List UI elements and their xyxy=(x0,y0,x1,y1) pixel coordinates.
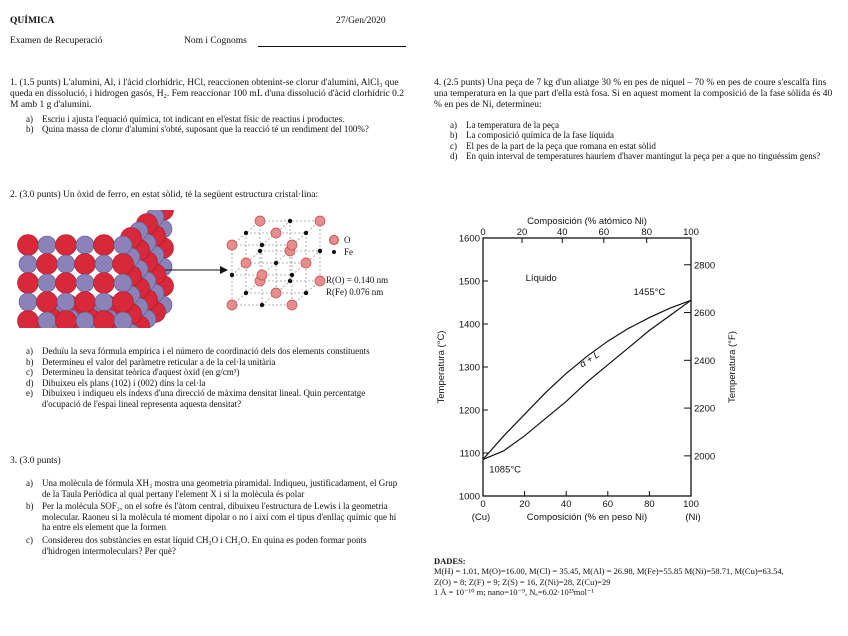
unit-cell-iron xyxy=(304,231,308,235)
oxygen-atom xyxy=(94,311,115,329)
oxygen-atom xyxy=(18,273,39,294)
radius-o: R(O) = 0.140 nm xyxy=(326,275,389,285)
unit-cell-oxygen xyxy=(271,228,281,238)
iron-atom xyxy=(76,274,94,292)
crystal-lattice-model xyxy=(18,210,174,328)
iron-atom xyxy=(38,236,56,254)
oxygen-atom xyxy=(56,273,77,294)
x-end-label-cu: (Cu) xyxy=(471,512,491,523)
y-tick-label: 1400 xyxy=(458,319,480,331)
question-1-item: b) Quina massa de clorur d'alumini s'obté, suposant que la reacció té un rendiment del 100%? xyxy=(26,124,369,135)
question-3-item: b) Per la molècula SOF₂, on el sofre és l'àtom central, dibuixeu l'estructura de Lewis i la geometria molecular. Raoneu si la molècula té moment dipolar o no i així com el tipus d'enllaç químic que hi ha entre els element que la formen xyxy=(26,501,397,533)
iron-atom xyxy=(38,274,56,292)
name-label: Nom i Cognoms xyxy=(184,36,247,46)
subject-title: QUÍMICA xyxy=(10,16,55,26)
iron-atom xyxy=(114,312,132,328)
question-2-item: d) Dibuixeu els plans (102) i (002) dins la cel·la xyxy=(26,377,206,388)
question-3-title: 3. (3.0 punts) xyxy=(10,456,61,466)
iron-atom xyxy=(95,293,113,311)
data-section xyxy=(434,556,834,597)
legend-o-marker xyxy=(330,236,339,245)
oxygen-atom xyxy=(18,235,39,256)
unit-cell-oxygen xyxy=(315,216,325,226)
right-tick-label: 2600 xyxy=(694,308,716,320)
data-title: DADES: xyxy=(434,556,466,566)
question-2-item: a) Deduïu la seva fórmula empírica i el número de coordinació dels dos elements constituents xyxy=(26,346,370,356)
y-tick-label: 1200 xyxy=(458,405,480,417)
oxygen-atom xyxy=(37,254,58,275)
liquid-region-label: Líquido xyxy=(525,273,557,284)
iron-atom xyxy=(57,293,75,311)
y-axis-title: Temperatura (°C) xyxy=(436,330,447,404)
question-2-item: c) Determineu la densitat teòrica d'aquest òxid (en g/cm³) xyxy=(26,367,240,378)
x-end-label-ni: (Ni) xyxy=(685,512,701,523)
unit-cell-oxygen xyxy=(271,288,281,298)
question-1-title: 1. (1.5 punts) L'alumini, Al, i l'àcid clorhídric, HCl, reaccionen obtenint-se clorur d'alumini, AlCl₃ que queda en dissolució, i hidrogen gasós, H₂. Fem reaccionar 100 mL d'una dissolució d'àcid clorhídric 0.2 M amb 1 g d'alumini. xyxy=(10,78,404,111)
iron-atom xyxy=(95,255,113,273)
y-tick-label: 1100 xyxy=(459,448,480,460)
oxygen-atom xyxy=(113,292,134,313)
unit-cell-oxygen xyxy=(257,270,267,280)
x-tick-label: 80 xyxy=(644,499,655,510)
iron-atom xyxy=(76,236,94,254)
radius-fe: R(Fe) 0.076 nm xyxy=(326,287,384,297)
x-tick-label: 20 xyxy=(519,499,530,510)
unit-cell-oxygen xyxy=(287,240,297,250)
unit-cell-oxygen xyxy=(227,240,237,250)
right-tick-label: 2400 xyxy=(694,355,716,367)
right-tick-label: 2200 xyxy=(694,403,716,415)
y-tick-label: 1300 xyxy=(458,362,480,374)
top-tick-label: 0 xyxy=(480,227,486,238)
x-tick-label: 100 xyxy=(683,499,699,510)
data-line: Z(O) = 8; Z(F) = 9; Z(S) = 16, Z(Ni)=28, Z(Cu)=29 xyxy=(434,576,611,587)
name-underline xyxy=(258,46,406,47)
question-2-item: b) Determineu el valor del paràmetre reticular a de la cel·la unitària xyxy=(26,356,276,367)
top-tick-label: 20 xyxy=(516,227,528,238)
question-3-items xyxy=(26,478,406,556)
unit-cell-oxygen xyxy=(301,258,311,268)
unit-cell-iron xyxy=(274,261,278,265)
oxygen-atom xyxy=(75,254,96,275)
unit-cell-iron xyxy=(290,273,294,277)
crystal-structure-figure xyxy=(10,210,410,328)
oxygen-atom xyxy=(18,311,39,329)
legend-fe-label: Fe xyxy=(344,247,353,257)
two-phase-label: α + L xyxy=(577,349,602,371)
unit-cell-diagram xyxy=(227,216,325,310)
question-4-item: d) En quin interval de temperatures hauríem d'haver mantingut la peça per a que no tinguéssim gens? xyxy=(450,151,821,162)
question-4-item: c) El pes de la part de la peça que romana en estat sòlid xyxy=(450,140,656,151)
exam-title: Examen de Recuperació xyxy=(10,36,103,46)
cu-melt-label: 1085°C xyxy=(489,464,522,476)
unit-cell-iron xyxy=(304,291,308,295)
oxygen-atom xyxy=(94,273,115,294)
iron-atom xyxy=(76,312,94,328)
legend-o-label: O xyxy=(344,235,351,245)
unit-cell-iron xyxy=(260,303,264,307)
cu-ni-phase-diagram xyxy=(430,212,840,540)
unit-cell-oxygen xyxy=(227,300,237,310)
unit-cell-iron xyxy=(288,219,292,223)
top-tick-label: 100 xyxy=(683,227,699,238)
right-tick-label: 2800 xyxy=(694,260,716,272)
y-tick-label: 1000 xyxy=(458,491,480,503)
unit-cell-iron xyxy=(260,243,264,247)
oxygen-atom xyxy=(94,235,115,256)
question-2-title: 2. (3.0 punts) Un òxid de ferro, en estat sòlid, té la següent estructura cristal·lina: xyxy=(10,190,319,200)
question-4-item: b) La composició química de la fase líquida xyxy=(450,130,614,141)
right-axis-title: Temperatura (°F) xyxy=(727,331,738,403)
data-line: 1 Å = 10⁻¹⁰ m; nano=10⁻⁹, Nₐ=6.02·10²³mol⁻¹ xyxy=(434,587,595,598)
top-tick-label: 40 xyxy=(556,227,568,238)
question-3-item: c) Considereu dos substàncies en estat líquid CH₃O i CH₂O. En quina es poden formar ponts d'hidrogen intermoleculars? Per què? xyxy=(26,535,367,556)
unit-cell-iron xyxy=(244,231,248,235)
question-4-title: 4. (2.5 punts) Una peça de 7 kg d'un aliatge 30 % en pes de níquel – 70 % en pes de coure s'escalfa fins una temperatura en la que part d'ella està fosa. Si en aquest moment la composició de la fase sòlida és 40 % en pes de Ni, determineu: xyxy=(434,78,833,111)
y-tick-label: 1600 xyxy=(458,233,480,245)
unit-cell-iron xyxy=(230,273,234,277)
unit-cell-oxygen xyxy=(241,258,251,268)
liquidus-curve xyxy=(483,300,691,459)
data-line: M(H) = 1.01, M(O)=16.00, M(Cl) = 35.45, M(Al) = 26.98, M(Fe)=55.85 M(Ni)=58.71, M(Cu)=63.54, xyxy=(434,566,784,577)
question-4 xyxy=(434,78,838,162)
right-tick-label: 2000 xyxy=(694,451,716,463)
ni-melt-label: 1455°C xyxy=(633,286,666,298)
x-tick-label: 60 xyxy=(602,499,614,510)
legend-fe-marker xyxy=(332,250,336,254)
question-2-item: e) Dibuixeu i indiqueu els índexs d'una direcció de màxima densitat lineal. Quin percentatge d'ocupació de l'espai lineal representa aquesta densitat? xyxy=(26,388,366,410)
top-axis-title: Composición (% atómico Ni) xyxy=(527,216,647,227)
oxygen-atom xyxy=(75,292,96,313)
unit-cell-oxygen xyxy=(287,300,297,310)
exam-date: 27/Gen/2020 xyxy=(336,16,386,26)
oxygen-atom xyxy=(37,292,58,313)
oxygen-atom xyxy=(113,254,134,275)
top-tick-label: 80 xyxy=(641,227,652,238)
solidus-curve xyxy=(483,300,691,459)
y-tick-label: 1500 xyxy=(458,276,480,288)
unit-cell-oxygen xyxy=(315,276,325,286)
unit-cell-iron xyxy=(318,249,322,253)
unit-cell-iron xyxy=(288,279,292,283)
unit-cell-oxygen xyxy=(255,216,265,226)
question-1-item: a) Escriu i ajusta l'equació química, tot indicant en el'estat físic de reactius i productes. xyxy=(26,113,345,124)
iron-atom xyxy=(57,255,75,273)
x-tick-label: 40 xyxy=(560,499,572,510)
x-tick-label: 0 xyxy=(480,499,486,510)
iron-atom xyxy=(114,274,132,292)
question-4-item: a) La temperatura de la peça xyxy=(450,119,559,130)
unit-cell-iron xyxy=(244,291,248,295)
iron-atom xyxy=(38,312,56,328)
oxygen-atom xyxy=(56,311,77,329)
question-3-item: a) Una molècula de fórmula XH₃ mostra una geometria piramidal. Indiqueu, justificadament, el Grup de la Taula Periòdica al qual pertany l'element X i si la molècula és polar xyxy=(26,478,398,499)
iron-atom xyxy=(19,293,37,311)
question-1 xyxy=(10,78,406,135)
x-axis-title: Composición (% en peso Ni) xyxy=(526,512,648,523)
oxygen-atom xyxy=(56,235,77,256)
iron-atom xyxy=(19,255,37,273)
iron-atom xyxy=(114,236,132,254)
question-2-items xyxy=(26,346,406,410)
unit-cell-iron xyxy=(258,249,262,253)
top-tick-label: 60 xyxy=(598,227,610,238)
arrow-head xyxy=(220,266,228,274)
